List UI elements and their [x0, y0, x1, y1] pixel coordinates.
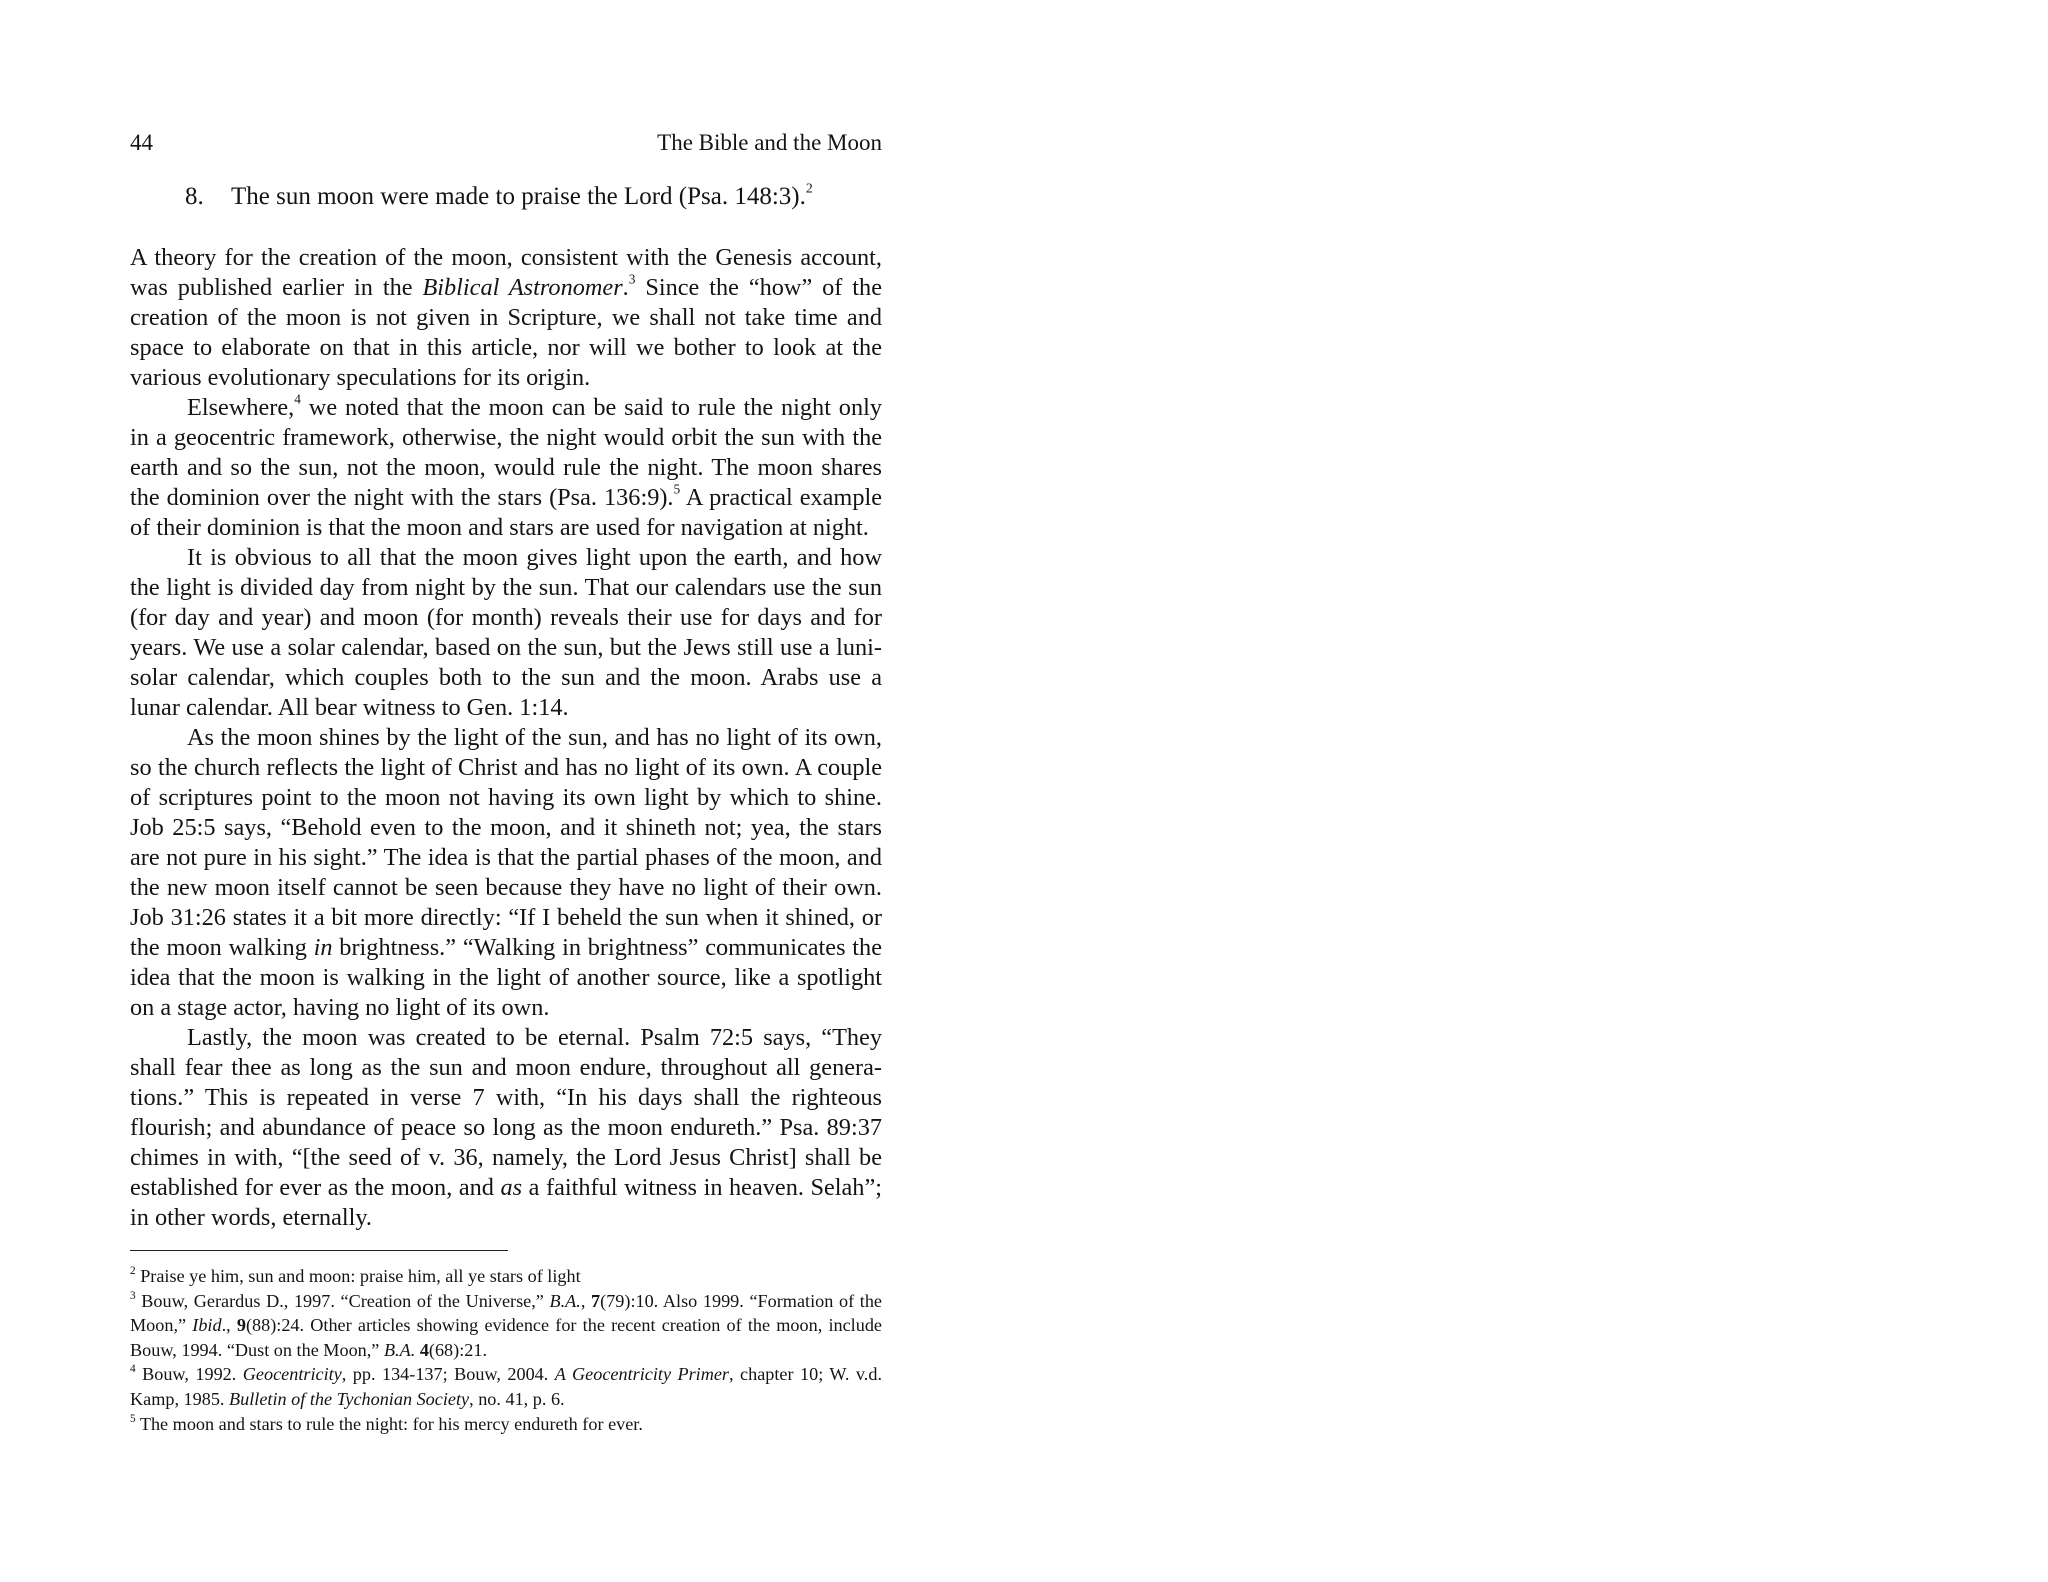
paragraph-5-text-b: a faithful witness in heaven. Selah”; in other words, eternally. [130, 1174, 882, 1231]
paragraph-2-text-b: we noted that the moon can be said to rule the night only in a geocentric framework, otherwise, the night would orbit the sun with the earth and so the sun, not the moon, would rule the night. The moon shares the dominion over the night with the stars (Psa. 136:9). [130, 394, 882, 511]
book-page [130, 128, 882, 1436]
body-text [130, 243, 882, 1233]
footnote-3-volume-2: 9 [236, 1315, 246, 1336]
paragraph-1-text-c: Since the “how” of the creation of the moon is not given in Scripture, we shall not take time and space to elaborate on that in this article, nor will we bother to look at the various evolutionary speculations for its origin. [130, 274, 882, 391]
footnote-divider [130, 1250, 508, 1251]
footnote-3-text-c: (79):10. Also 1999. “Formation of the Moon,” [130, 1290, 883, 1336]
footnote-4 [130, 1362, 882, 1411]
footnote-3-text-g: (68):21. [428, 1339, 487, 1360]
paragraph-1 [130, 243, 882, 393]
footnote-3-italic-2: Ibid [192, 1315, 222, 1336]
paragraph-4 [130, 723, 882, 1023]
footnote-3-number: 3 [130, 1289, 136, 1302]
footnote-4-italic-2: A Geocentricity Primer [554, 1364, 730, 1385]
paragraph-4-text-a: As the moon shines by the light of the sun, and has no light of its own, so the church reflects the light of Christ and has no light of its own. A couple of scriptures point to the moon not having its own light by which to shine. Job 25:5 says, “Behold even to the moon, and it shineth not; yea, the stars are not pure in his sight.” The idea is that the partial phases of the moon, and the new moon itself cannot be seen because they have no light of their own. Job 31:26 states it a bit more directly: “If I beheld the sun when it shined, or the moon walking [130, 724, 882, 961]
italic-in: in [313, 934, 333, 961]
paragraph-2-text-c: A practical example of their dominion is that the moon and stars are used for navigation at night. [130, 484, 883, 541]
numbered-list-item [130, 182, 882, 212]
footnote-4-text-d: , no. 41, p. 6. [469, 1388, 565, 1409]
footnote-5-text: The moon and stars to rule the night: for his mercy endureth for ever. [135, 1413, 643, 1434]
list-item-number: 8. [185, 183, 204, 210]
running-head [130, 128, 882, 158]
paragraph-5-text-a: Lastly, the moon was created to be eternal. Psalm 72:5 says, “They shall fear thee as long as the sun and moon endure, throughout all generations.” This is repeated in verse 7 with, “In his days shall the righteous flourish; and abundance of peace so long as the moon endureth.” Psa. 89:37 chimes in with, “[the seed of v. 36, namely, the Lord Jesus Christ] shall be established for ever as the moon, and [130, 1024, 882, 1201]
paragraph-5 [130, 1023, 882, 1233]
footnote-4-number: 4 [130, 1363, 136, 1376]
footnote-3-text-d: ., [221, 1315, 237, 1336]
paragraph-3: It is obvious to all that the moon gives light upon the earth, and how the light is divided day from night by the sun. That our calendars use the sun (for day and year) and moon (for month) reveals their use for days and for years. We use a solar calendar, based on the sun, but the Jews still use a luni-solar calendar, which couples both to the sun and the moon. Arabs use a lunar calendar. All bear witness to Gen. 1:14. [130, 544, 882, 721]
italic-as: as [500, 1174, 523, 1201]
footnote-ref-3: 3 [628, 271, 636, 287]
footnote-3 [130, 1289, 882, 1363]
footnote-4-italic-1: Geocentricity [242, 1364, 342, 1385]
running-title: The Bible and the Moon [657, 130, 882, 155]
footnote-ref-5: 5 [673, 481, 681, 497]
paragraph-4-text-b: brightness.” “Walking in brightness” communicates the idea that the moon is walking in the light of another source, like a spotlight on a stage actor, having no light of its own. [130, 934, 882, 1021]
paragraph-2-text-a: Elsewhere, [187, 394, 295, 421]
footnote-4-text-c: , chapter 10; W. v.d. Kamp, 1985. [130, 1364, 882, 1409]
footnote-3-text-e: (88):24. Other articles showing evidence for the recent creation of the moon, include Bouw, 1994. “Dust on the Moon,” [130, 1315, 882, 1360]
footnote-ref-2: 2 [805, 180, 813, 196]
footnote-2-text: Praise ye him, sun and moon: praise him, all ye stars of light [135, 1266, 581, 1286]
footnote-ref-4: 4 [294, 391, 301, 407]
footnote-5-number: 5 [130, 1412, 136, 1425]
journal-title-italic: Biblical Astronomer [422, 274, 623, 301]
list-item-text: The sun moon were made to praise the Lord (Psa. 148:3). [231, 183, 806, 210]
paragraph-1-text-b: . [622, 274, 629, 301]
paragraph-2 [130, 393, 882, 543]
footnotes [130, 1264, 882, 1436]
footnote-3-text-b: , [580, 1290, 592, 1311]
paragraph-1-text-a: A theory for the creation of the moon, consistent with the Genesis account, was published earlier in the [130, 244, 882, 301]
footnote-4-text-b: , pp. 134-137; Bouw, 2004. [341, 1364, 555, 1385]
footnote-5 [130, 1412, 882, 1437]
footnote-3-volume-3: 4 [419, 1339, 429, 1360]
footnote-3-volume-1: 7 [591, 1290, 601, 1311]
page-number: 44 [130, 130, 153, 155]
footnote-4-italic-3: Bulletin of the Tychonian Society [229, 1388, 470, 1409]
footnote-3-italic-1: B.A. [549, 1290, 581, 1311]
footnote-3-text-a: Bouw, Gerardus D., 1997. “Creation of the Universe,” [135, 1290, 550, 1311]
footnote-2 [130, 1264, 882, 1289]
footnote-4-text-a: Bouw, 1992. [135, 1364, 243, 1385]
footnote-3-italic-3: B.A. [383, 1339, 416, 1360]
footnote-2-number: 2 [130, 1265, 136, 1278]
